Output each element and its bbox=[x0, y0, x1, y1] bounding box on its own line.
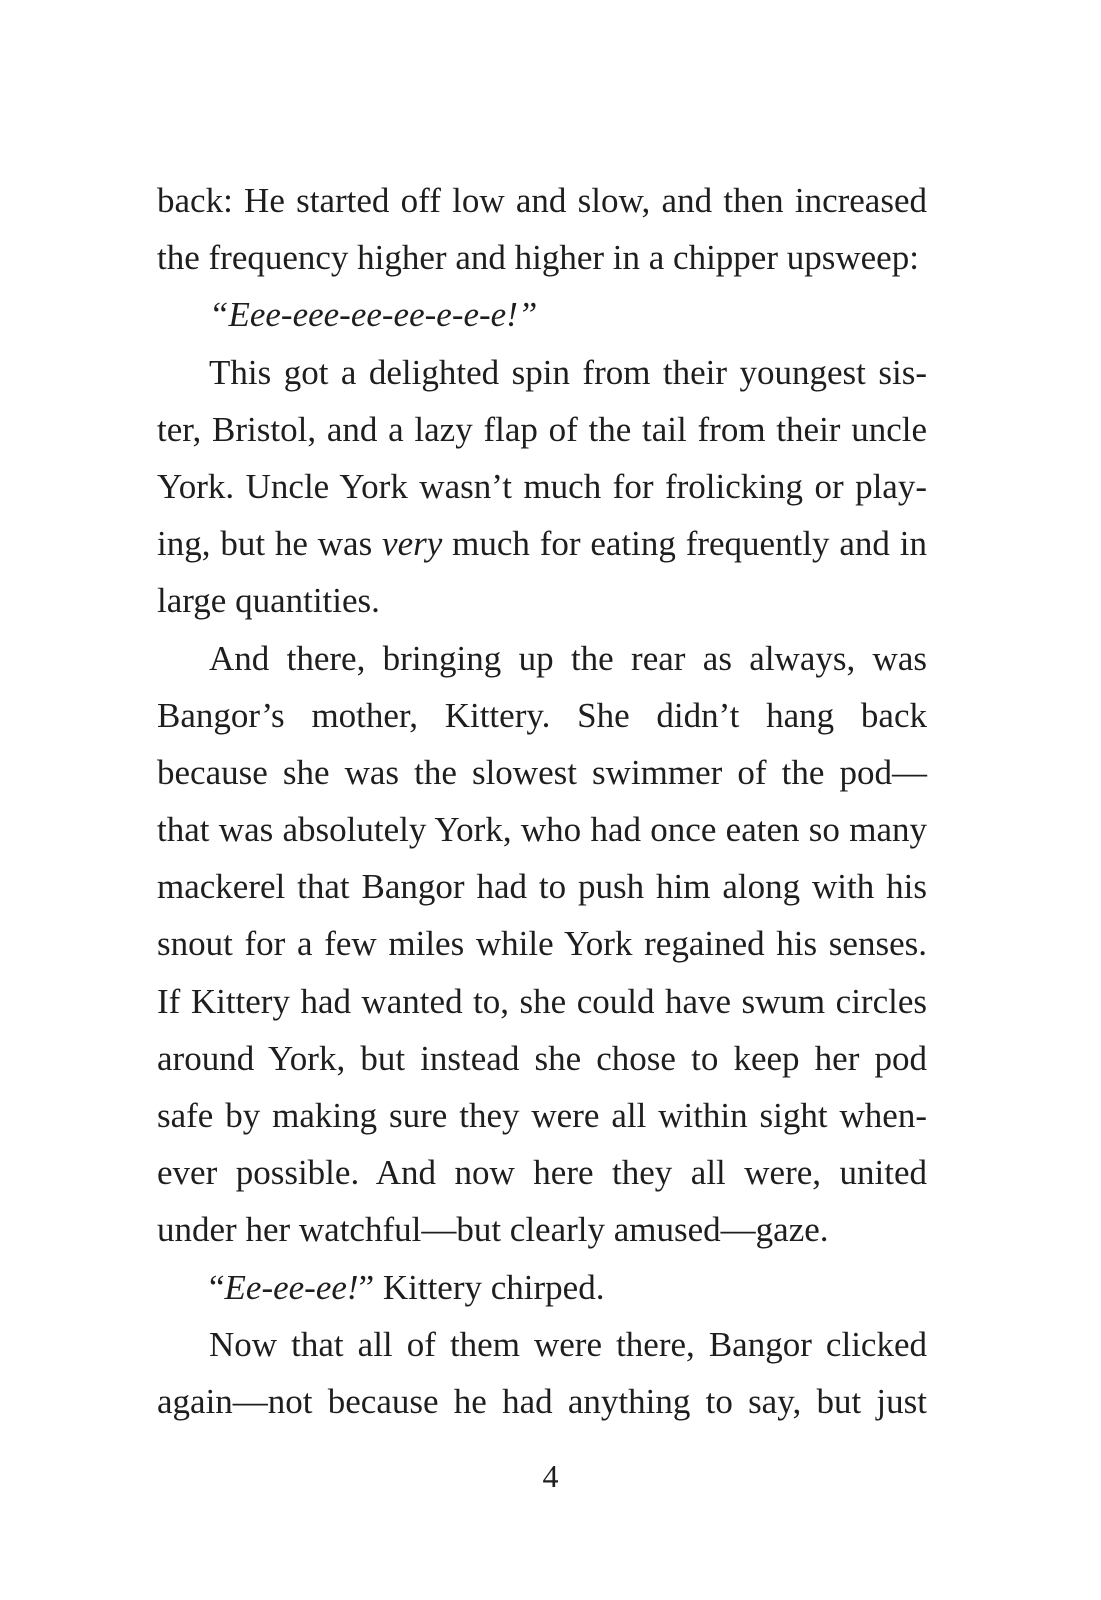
text-line bbox=[157, 744, 927, 801]
text-line bbox=[157, 973, 927, 1030]
text-line bbox=[157, 687, 927, 744]
text-run: much for eating frequently and in bbox=[442, 524, 927, 564]
text-line bbox=[157, 1316, 927, 1373]
text-line bbox=[157, 858, 927, 915]
text-line bbox=[157, 229, 927, 286]
text-run: safe by making sure they were all within sight when- bbox=[157, 1096, 927, 1135]
text-run: This got a delighted spin from their youngest sis- bbox=[209, 352, 927, 392]
text-run: snout for a few miles while York regained his senses. bbox=[157, 924, 927, 964]
text-run: “ bbox=[209, 1267, 225, 1307]
text-run: again—not because he had anything to say, but just bbox=[157, 1381, 927, 1421]
italic-text: “Eee-eee-ee-ee-e-e-e!” bbox=[209, 295, 538, 335]
text-run: ” Kittery chirped. bbox=[358, 1267, 605, 1307]
text-run: back: He started off low and slow, and then increased bbox=[157, 181, 927, 220]
text-line bbox=[157, 458, 927, 515]
text-line bbox=[157, 1144, 927, 1201]
text-line bbox=[157, 344, 927, 401]
text-run: around York, but instead she chose to keep her pod bbox=[157, 1038, 927, 1078]
italic-text: Ee-ee-ee! bbox=[224, 1267, 359, 1307]
italic-text: very bbox=[382, 524, 443, 564]
text-run: If Kittery had wanted to, she could have swum circles bbox=[157, 981, 927, 1021]
text-line bbox=[157, 1087, 927, 1144]
text-run: Now that all of them were there, Bangor clicked bbox=[209, 1324, 927, 1364]
text-line bbox=[157, 630, 927, 687]
text-line bbox=[157, 286, 927, 343]
text-line bbox=[157, 401, 927, 458]
text-run: the frequency higher and higher in a chipper upsweep: bbox=[157, 238, 919, 278]
text-run: under her watchful—but clearly amused—gaze. bbox=[157, 1210, 829, 1250]
text-line bbox=[157, 1201, 927, 1258]
text-run: And there, bringing up the rear as always, was bbox=[209, 638, 927, 678]
text-run: Bangor’s mother, Kittery. She didn’t hang back bbox=[157, 695, 927, 735]
text-line bbox=[157, 572, 927, 629]
text-run: mackerel that Bangor had to push him along with his bbox=[157, 867, 927, 907]
text-line bbox=[157, 515, 927, 572]
text-run: York. Uncle York wasn’t much for frolicking or play- bbox=[157, 466, 927, 506]
text-line bbox=[157, 801, 927, 858]
text-run: that was absolutely York, who had once eaten so many bbox=[157, 810, 927, 850]
text-run: ing, but he was bbox=[157, 524, 383, 564]
text-run: large quantities. bbox=[157, 581, 380, 621]
body-text bbox=[157, 172, 927, 1430]
text-line bbox=[157, 1259, 927, 1316]
text-line bbox=[157, 915, 927, 972]
text-run: because she was the slowest swimmer of the pod— bbox=[157, 752, 927, 792]
text-line bbox=[157, 1030, 927, 1087]
text-line bbox=[157, 172, 927, 229]
text-run: ever possible. And now here they all were, united bbox=[157, 1153, 927, 1193]
page-number: 4 bbox=[542, 1458, 559, 1494]
text-line bbox=[157, 1373, 927, 1430]
text-run: ter, Bristol, and a lazy flap of the tail from their uncle bbox=[157, 409, 927, 449]
